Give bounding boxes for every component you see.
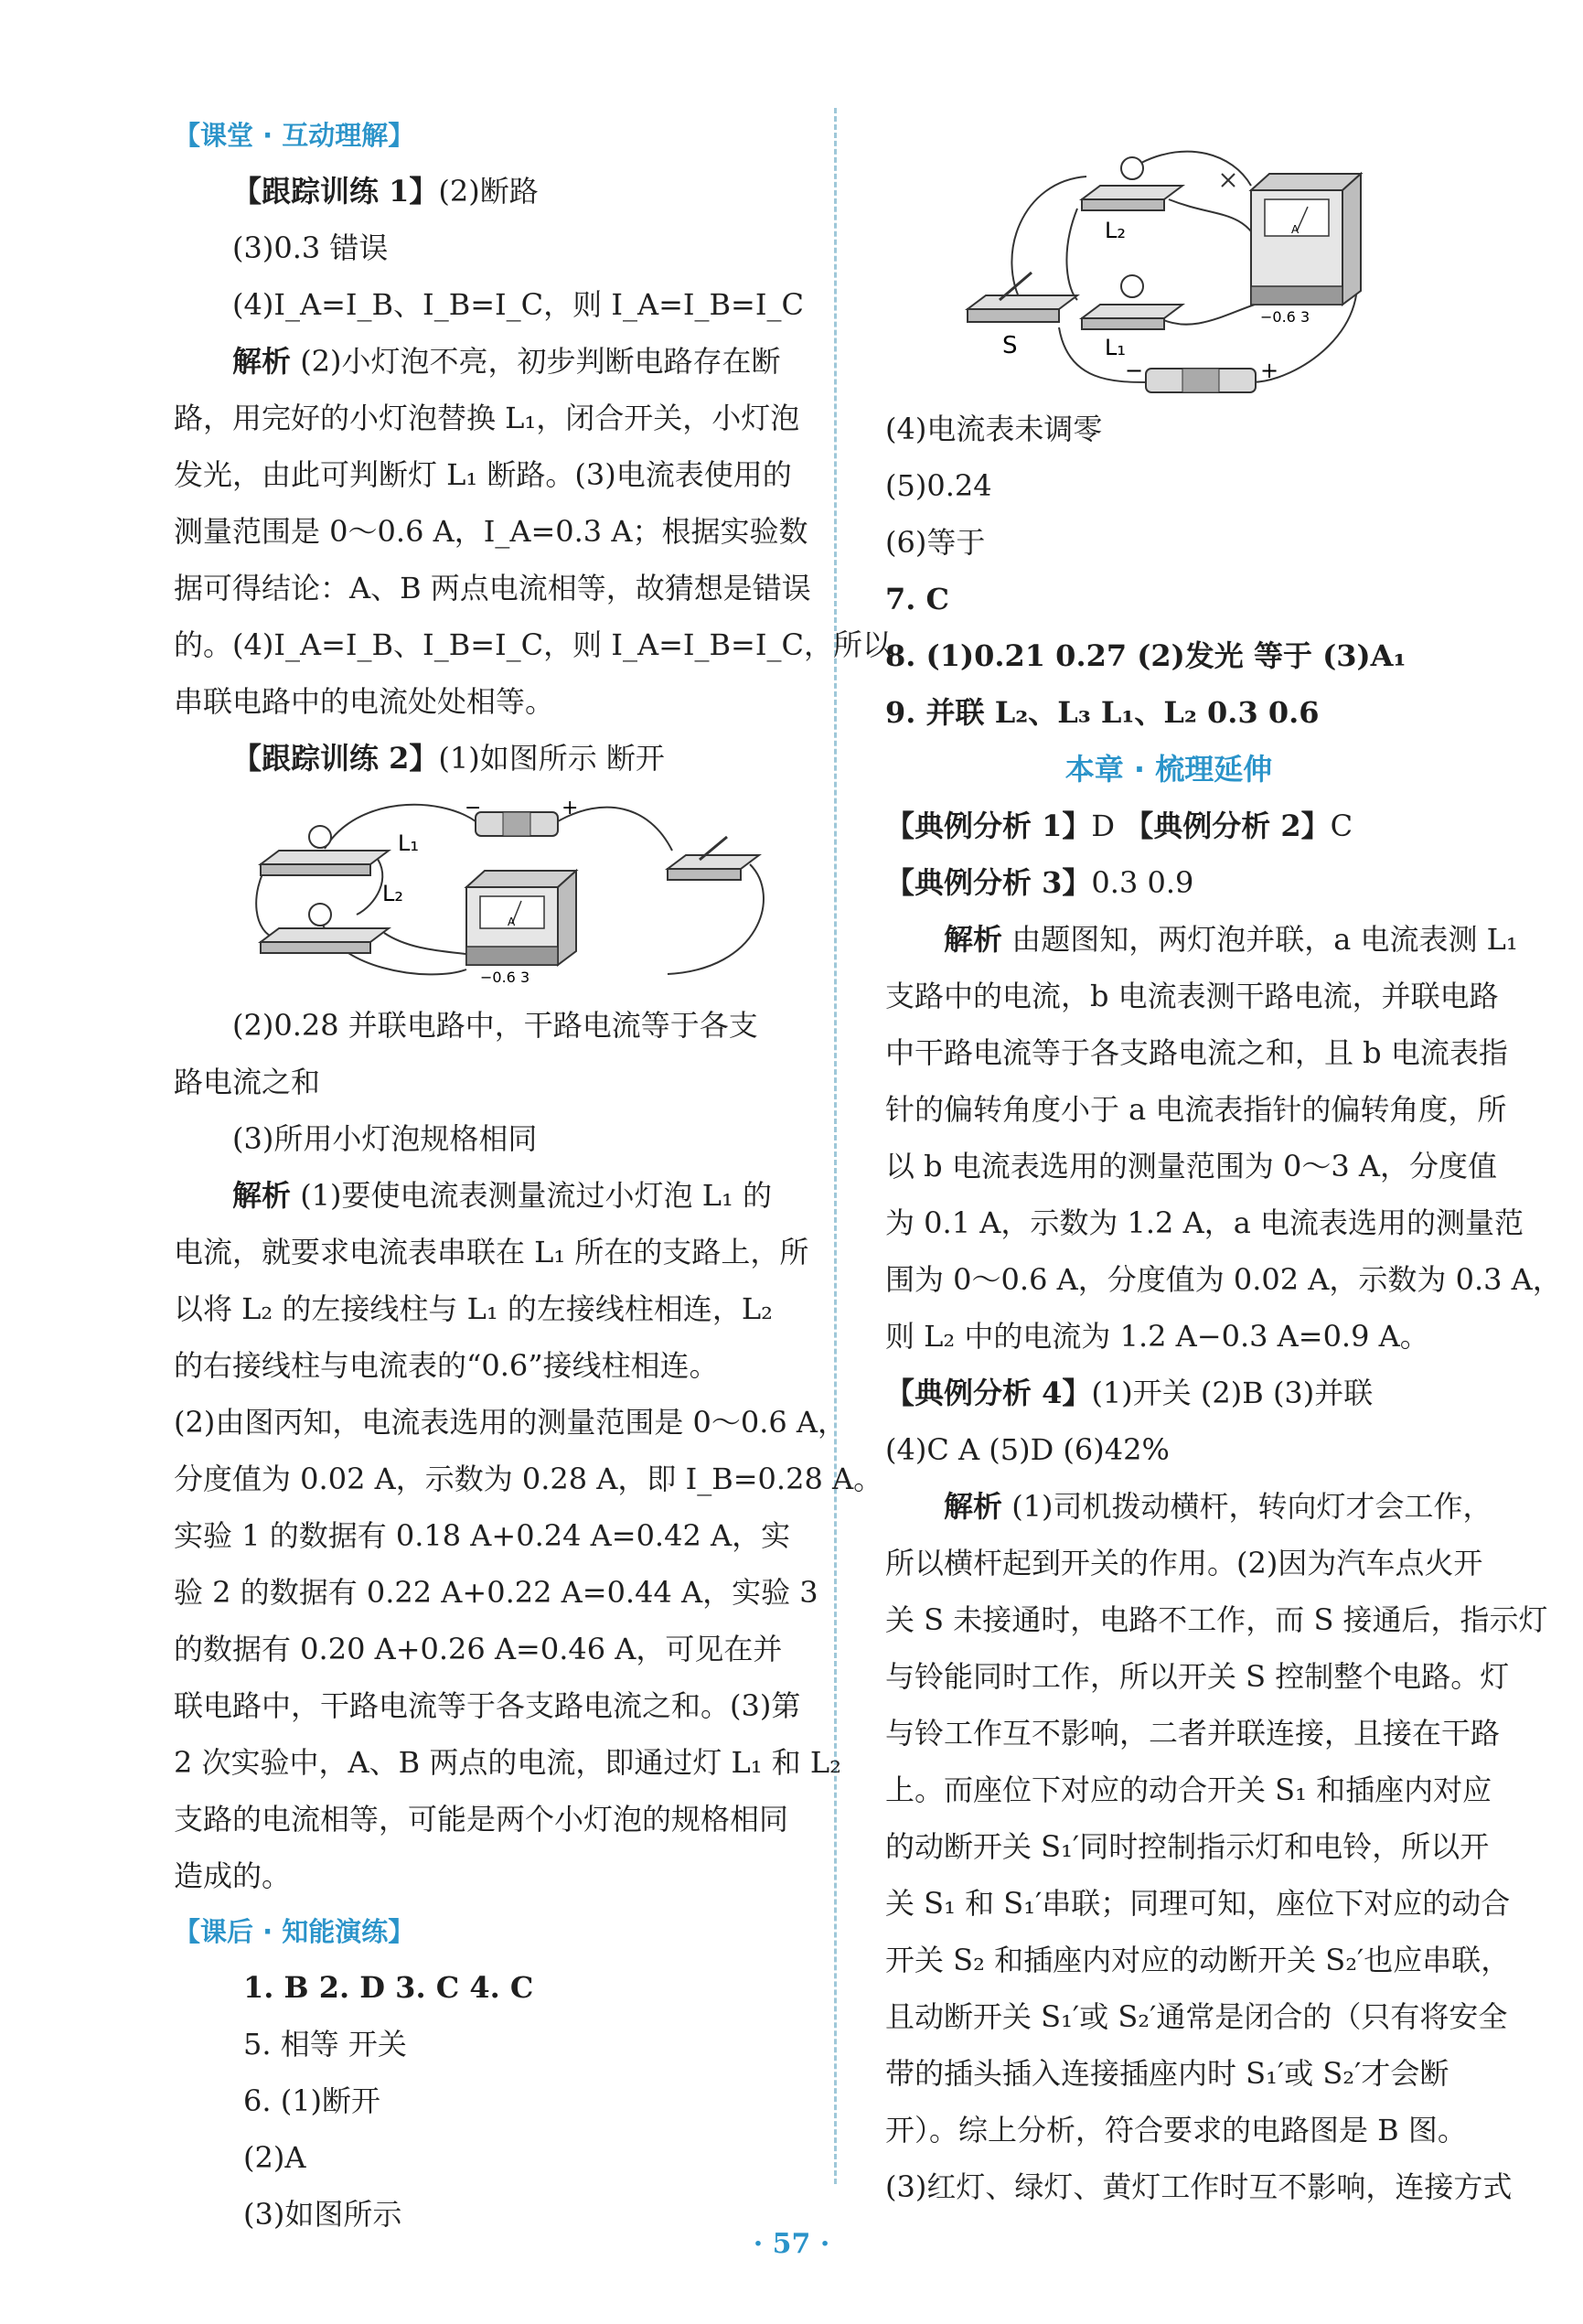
answer-line: (4)I_A=I_B、I_B=I_C，则 I_A=I_B=I_C [232, 287, 804, 322]
answer-line: (4)电流表未调零 [885, 412, 1103, 446]
answer-line: 8. (1)0.21 0.27 (2)发光 等于 (3)A₁ [885, 638, 1407, 673]
analysis-paragraph: 解析 (1)司机拨动横杆，转向灯才会工作， [944, 1489, 1492, 1524]
battery-minus-label: − [1125, 358, 1144, 383]
right-column: S L₂ L₁ A −0.6 3 − + (4)电流表未调零 (5)0.24 (6)等于 7. C 8. (1)0.21 0.27 (2)发光 等于 (3)A₁ 9. 并联 L₂、L₃ L₁、L₂ 0.3 0.6 本章 · 梳理延伸 【典例分析 1】D 【典例分析 2】C 【典例分析 3】0.3 0.9 解析 由题图知，两灯泡并联，a 电流表测 L₁ 支路中的电流，b 电流表测干路电流，并联电路 中干路电流等于各支路电流之和，且 b 电流表指 针的偏转角度小于 a 电流表指针的偏转角度，所 以 b 电流表选用的测量范围为 0～3 A，分度值 为 0.1 A，示数为 1.2 A，a 电流表选用的测量范 围为 0～0.6 A，分度值为 0.02 A，示数为 0.3 A， 则 L₂ 中的电流为 1.2 A−0.3 A=0.9 A。 【典例分析 4】(1)开关 (2)B (3)并联 (4)C A (5)D (6)42% 解析 (1)司机拨动横杆，转向灯才会工作， 所以横杆起到开关的作用。(2)因为汽车点火开 关 S 未接通时，电路不工作，而 S 接通后，指示灯 与铃能同时工作，所以开关 S 控制整个电路。灯 与铃工作互不影响，二者并联连接，且接在干路 上。而座位下对应的动合开关 S₁ 和插座内对应 的动断开关 S₁′同时控制指示灯和电铃，所以开 关 S₁ 和 S₁′串联；同理可知，座位下对应的动合 开关 S₂ 和插座内对应的动断开关 S₂′也应串联， 且动断开关 S₁′或 S₂′通常是闭合的（只有将安全 带的插头插入连接插座内时 S₁′或 S₂′才会断 开）。综上分析，符合要求的电路图是 B 图。 (3)红灯、绿灯、黄灯工作时互不影响，连接方式 [885, 108, 1452, 2215]
circuit-diagram-figure-1 [174, 787, 805, 997]
tracking-exercise-2: 【跟踪训练 2】(1)如图所示 断开 [232, 741, 665, 776]
section-heading-classroom: 【课堂 · 互动理解】 [174, 120, 415, 151]
answer-line: 7. C [885, 582, 950, 616]
circuit-diagram-figure-2 [885, 108, 1452, 401]
answer-line: (3)如图所示 [243, 2197, 402, 2232]
exercise-label: 【跟踪训练 2】 [232, 741, 439, 776]
battery-plus-label: + [1260, 358, 1279, 383]
answer-line: (3)0.3 错误 [232, 230, 389, 265]
tracking-exercise-1: 【跟踪训练 1】(2)断路 [232, 174, 539, 209]
analysis-label: 解析 [232, 1178, 292, 1213]
ammeter-symbol: A [1291, 223, 1300, 236]
lamp-l1-label: L₁ [1105, 335, 1126, 360]
section-heading-after-class: 【课后 · 知能演练】 [174, 1916, 415, 1947]
analysis-label: 解析 [232, 344, 292, 379]
battery-plus-label: + [562, 797, 579, 819]
ammeter-terminals-label: −0.6 3 [1260, 308, 1310, 326]
answer-line: 1. B 2. D 3. C 4. C [243, 1970, 534, 2005]
answer-line: (2)0.28 并联电路中，干路电流等于各支 [232, 1008, 758, 1043]
answer-line: (6)等于 [885, 525, 986, 560]
column-divider [834, 108, 837, 2184]
answer-line: 5. 相等 开关 [243, 2027, 407, 2062]
battery-minus-label: − [465, 797, 482, 819]
analysis-label: 解析 [944, 922, 1003, 957]
answer-line: 9. 并联 L₂、L₃ L₁、L₂ 0.3 0.6 [885, 695, 1320, 730]
lamp-l2-label: L₂ [1105, 218, 1126, 243]
page-number: · 57 · [753, 2228, 830, 2260]
answer-line: (5)0.24 [885, 468, 992, 503]
lamp-l2-label: L₂ [382, 881, 403, 906]
example-analysis-4: 【典例分析 4】(1)开关 (2)B (3)并联 [885, 1376, 1374, 1410]
example-analysis-3: 【典例分析 3】0.3 0.9 [885, 865, 1194, 900]
ammeter-symbol: A [508, 916, 516, 928]
answer-line: (3)所用小灯泡规格相同 [232, 1121, 538, 1156]
answer-line: (2)A [243, 2140, 306, 2175]
answer-line: 6. (1)断开 [243, 2083, 381, 2118]
left-column: 【课堂 · 互动理解】 【跟踪训练 1】(2)断路 (3)0.3 错误 (4)I_A=I_B、I_B=I_C，则 I_A=I_B=I_C 解析 (2)小灯泡不亮，初步判断电路存在断 路，用完好的小灯泡替换 L₁，闭合开关，小灯泡 发光，由此可判断灯 L₁ 断路。(3)电流表使用的 测量范围是 0～0.6 A，I_A=0.3 A；根据实验数 据可得结论：A、B 两点电流相等，故猜想是错误 的。(4)I_A=I_B、I_B=I_C，则 I_A=I_B=I_C，所以 串联电路中的电流处处相等。 【跟踪训练 2】(1)如图所示 断开 − + L₁ L₂ A −0.6 3 (2)0.28 并联电路中，干路电流等于各支 路电流之和 (3)所用小灯泡规格相同 解析 (1)要使电流表测量流过小灯泡 L₁ 的 电流，就要求电流表串联在 L₁ 所在的支路上，所 以将 L₂ 的左接线柱与 L₁ 的左接线柱相连，L₂ 的右接线柱与电流表的“0.6”接线柱相连。 (2)由图丙知，电流表选用的测量范围是 0～0.6 A， 分度值为 0.02 A，示数为 0.28 A，即 I_B=0.28 A。 实验 1 的数据有 0.18 A+0.24 A=0.42 A，实 验 2 的数据有 0.22 A+0.22 A=0.44 A，实验 3 的数据有 0.20 A+0.26 A=0.46 A，可见在并 联电路中，干路电流等于各支路电流之和。(3)第 2 次实验中，A、B 两点的电流，即通过灯 L₁ 和 L₂ 支路的电流相等，可能是两个小灯泡的规格相同 造成的。 【课后 · 知能演练】 1. B 2. D 3. C 4. C 5. 相等 开关 6. (1)断开 (2)A (3)如图所示 [174, 108, 805, 2243]
example-analysis-1-2: 【典例分析 1】D 【典例分析 2】C [885, 809, 1353, 843]
ammeter-terminals-label: −0.6 3 [480, 969, 530, 986]
analysis-paragraph: 解析 (2)小灯泡不亮，初步判断电路存在断 [232, 344, 781, 379]
switch-s-label: S [1002, 332, 1018, 359]
lamp-l1-label: L₁ [398, 830, 419, 856]
exercise-label: 【跟踪训练 1】 [232, 174, 439, 209]
analysis-label: 解析 [944, 1489, 1003, 1524]
analysis-paragraph: 解析 由题图知，两灯泡并联，a 电流表测 L₁ [944, 922, 1518, 957]
analysis-paragraph: 解析 (1)要使电流表测量流过小灯泡 L₁ 的 [232, 1178, 772, 1213]
chapter-heading: 本章 · 梳理延伸 [1064, 752, 1273, 787]
